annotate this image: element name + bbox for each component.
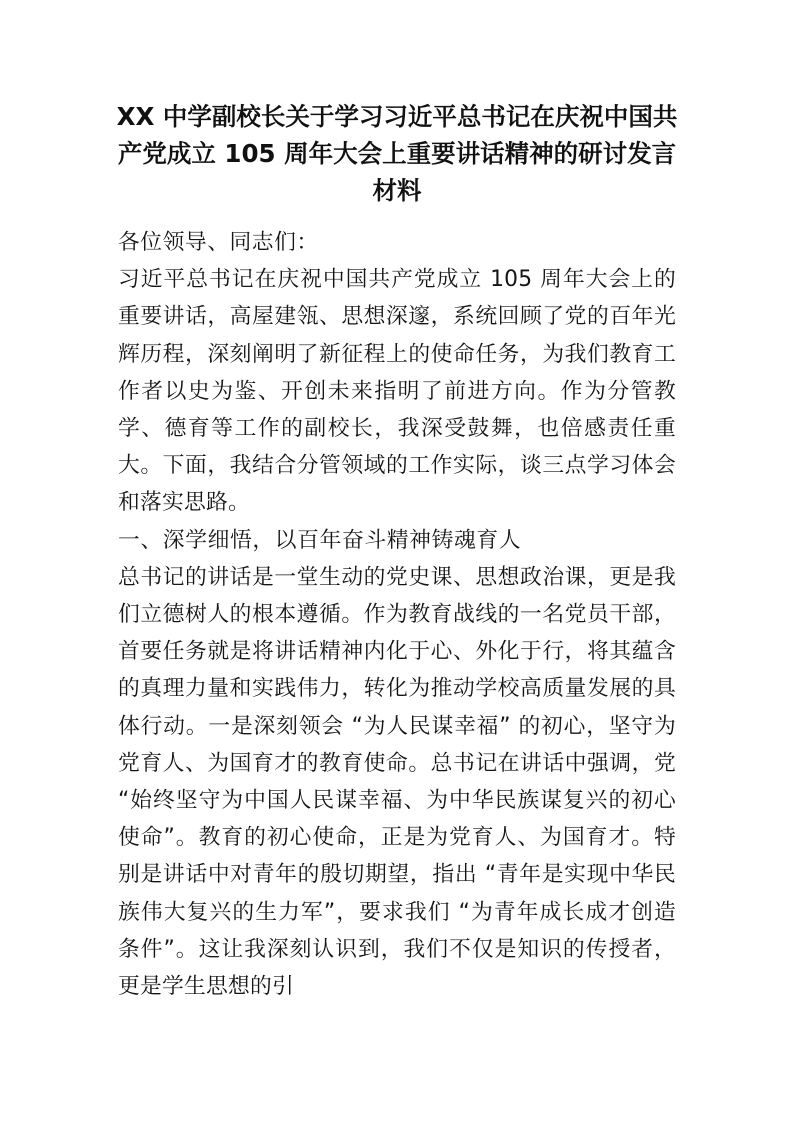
document-title: XX 中学副校长关于学习习近平总书记在庆祝中国共产党成立 105 周年大会上重要讲话精神的研讨发言材料 — [116, 102, 678, 205]
salutation: 各位领导、同志们： — [118, 230, 319, 255]
intro-paragraph: 习近平总书记在庆祝中国共产党成立 105 周年大会上的重要讲话，高屋建瓴、思想深邃，系统回顾了党的百年光辉历程，深刻阐明了新征程上的使命任务，为我们教育工作者以史为鉴、开创未来指明了前进方向。作为分管教学、德育等工作的副校长，我深受鼓舞，也倍感责任重大。下面，我结合分管领域的工作实际，谈三点学习体会和落实思路。 — [118, 267, 676, 516]
section-paragraph: 总书记的讲话是一堂生动的党史课、思想政治课，更是我们立德树人的根本遵循。作为教育战线的一名党员干部，首要任务就是将讲话精神内化于心、外化于行，将其蕴含的真理力量和实践伟力，转化为推动学校高质量发展的具体行动。一是深刻领会 “为人民谋幸福” 的初心，坚守为党育人、为国育才的教育使命。总书记在讲话中强调，党 “始终坚守为中国人民谋幸福、为中华民族谋复兴的初心使命”。教育的初心使命，正是为党育人、为国育才。特别是讲话中对青年的殷切期望，指出 “青年是实现中华民族伟大复兴的生力军”，要求我们 “为青年成长成才创造条件”。这让我深刻认识到，我们不仅是知识的传授者，更是学生思想的引 — [118, 564, 676, 1000]
section-heading: 一、深学细悟，以百年奋斗精神铸魂育人 — [118, 527, 522, 553]
document-body — [118, 224, 676, 1005]
